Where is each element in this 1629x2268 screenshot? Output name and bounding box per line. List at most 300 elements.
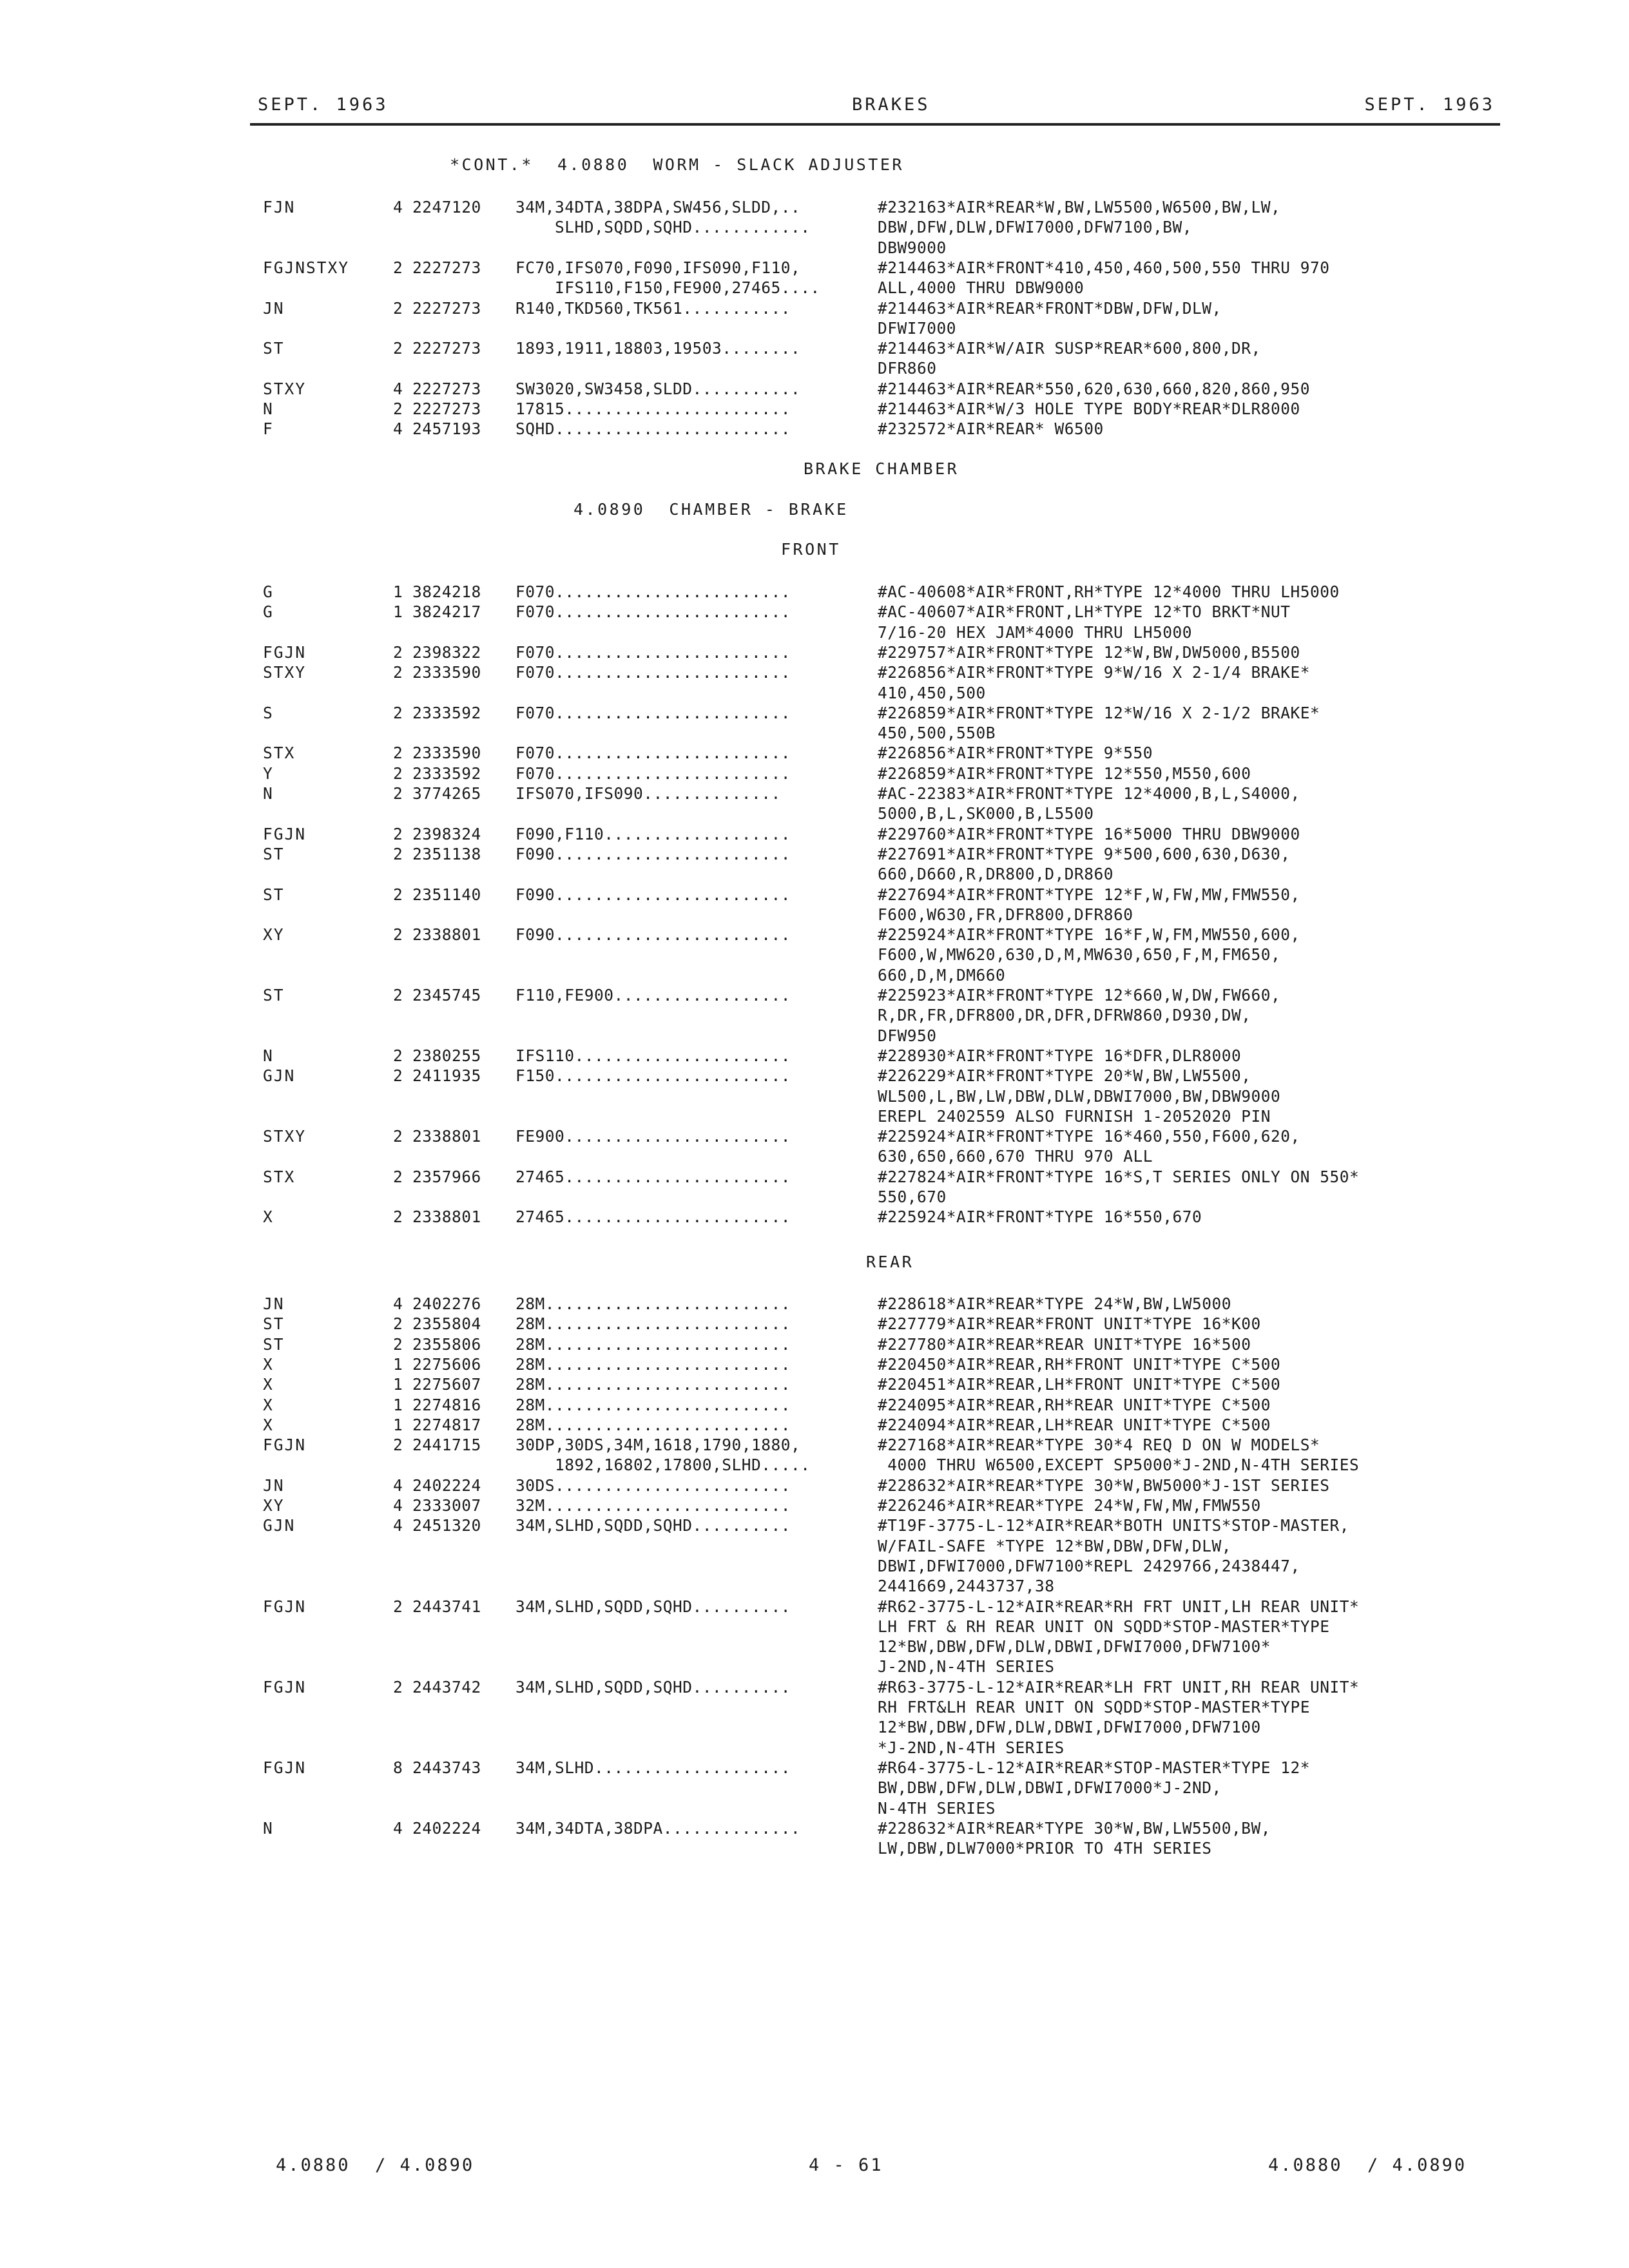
cell-model: 28M......................... <box>516 1334 791 1354</box>
cell-code: ST <box>263 844 285 863</box>
table-row-continuation <box>0 358 1629 378</box>
footer-page-number: 4 - 61 <box>809 2155 883 2175</box>
cell-desc: DBW,DFW,DLW,DFWI7000,DFW7100,BW, <box>878 218 1193 237</box>
cell-model: F150........................ <box>516 1066 791 1086</box>
cell-model: R140,TKD560,TK561........... <box>516 298 791 318</box>
table-row-continuation <box>0 1576 1629 1596</box>
cell-code: JN <box>263 1294 285 1313</box>
table-row-continuation <box>0 1657 1629 1677</box>
cell-code: FGJN <box>263 1436 307 1455</box>
cell-code: GJN <box>263 1516 296 1535</box>
cell-model: FC70,IFS070,F090,IFS090,F110, <box>516 258 801 277</box>
cell-qty: 2 <box>393 339 403 358</box>
cell-desc: 660,D,M,DM660 <box>878 965 1006 985</box>
cell-desc: #227168*AIR*REAR*TYPE 30*4 REQ D ON W MODELS* <box>878 1436 1320 1455</box>
table-row-continuation <box>0 217 1629 237</box>
cell-model: F070........................ <box>516 642 791 662</box>
cell-qty: 1 <box>393 582 403 601</box>
cell-code: N <box>263 784 274 803</box>
table-row <box>0 1046 1629 1066</box>
cell-part: 2398324 <box>412 824 481 843</box>
table-row-continuation <box>0 1086 1629 1106</box>
cell-qty: 2 <box>393 1046 403 1065</box>
cell-part: 2355806 <box>412 1334 481 1354</box>
cell-qty: 2 <box>393 844 403 863</box>
cell-qty: 2 <box>393 1334 403 1354</box>
cell-qty: 1 <box>393 602 403 622</box>
cell-desc: #220450*AIR*REAR,RH*FRONT UNIT*TYPE C*500 <box>878 1354 1281 1374</box>
header-date-right: SEPT. 1963 <box>1364 95 1495 115</box>
cell-desc: 630,650,660,670 THRU 970 ALL <box>878 1147 1153 1166</box>
cell-model: 32M......................... <box>516 1496 791 1515</box>
cell-desc: R,DR,FR,DFR800,DR,DFR,DFRW860,D930,DW, <box>878 1006 1251 1025</box>
table-row <box>0 338 1629 358</box>
cell-model: F070........................ <box>516 663 791 682</box>
cell-part: 2398322 <box>412 642 481 662</box>
cell-model: F110,FE900.................. <box>516 986 791 1004</box>
table-row-continuation <box>0 1146 1629 1166</box>
cell-code: FJN <box>263 198 296 216</box>
cell-qty: 2 <box>393 703 403 722</box>
cell-part: 2357966 <box>412 1167 481 1186</box>
table-row <box>0 844 1629 864</box>
cell-part: 2274816 <box>412 1395 481 1414</box>
table-row <box>0 1415 1629 1435</box>
footer-section-right: 4.0880 / 4.0890 <box>1268 2155 1467 2175</box>
table-row <box>0 1818 1629 1838</box>
cell-code: ST <box>263 1314 285 1334</box>
cell-code: STXY <box>263 1127 307 1146</box>
cell-desc: #228930*AIR*FRONT*TYPE 16*DFR,DLR8000 <box>878 1046 1242 1065</box>
table-row-continuation <box>0 1106 1629 1126</box>
chamber-section-title: 4.0890 CHAMBER - BRAKE <box>574 500 849 519</box>
cell-desc: 4000 THRU W6500,EXCEPT SP5000*J-2ND,N-4TH SERIES <box>878 1456 1360 1475</box>
cell-desc: BW,DBW,DFW,DLW,DBWI,DFWI7000*J-2ND, <box>878 1778 1222 1798</box>
table-row <box>0 379 1629 399</box>
table-row-continuation <box>0 1455 1629 1475</box>
cell-model: SQHD........................ <box>516 419 791 439</box>
cell-model: FE900....................... <box>516 1127 791 1146</box>
cell-qty: 2 <box>393 663 403 682</box>
cell-qty: 2 <box>393 885 403 904</box>
table-row-continuation <box>0 1838 1629 1858</box>
cell-desc: #227779*AIR*REAR*FRONT UNIT*TYPE 16*K00 <box>878 1314 1261 1334</box>
cell-code: STX <box>263 1167 296 1186</box>
cell-qty: 1 <box>393 1415 403 1434</box>
cell-desc: 5000,B,L,SK000,B,L5500 <box>878 804 1094 823</box>
cell-part: 2443741 <box>412 1597 481 1616</box>
brake-chamber-title: BRAKE CHAMBER <box>804 459 959 478</box>
table-row <box>0 1167 1629 1187</box>
cell-desc: N-4TH SERIES <box>878 1798 996 1818</box>
cell-part: 2402276 <box>412 1294 481 1313</box>
cell-qty: 2 <box>393 824 403 843</box>
cell-code: STX <box>263 744 296 763</box>
table-row-continuation <box>0 1005 1629 1025</box>
cell-desc: #AC-40608*AIR*FRONT,RH*TYPE 12*4000 THRU LH5000 <box>878 582 1340 601</box>
cell-desc: WL500,L,BW,LW,DBW,DLW,DBWI7000,BW,DBW9000 <box>878 1086 1281 1106</box>
cell-model: 1892,16802,17800,SLHD..... <box>516 1456 811 1475</box>
table-row-continuation <box>0 864 1629 884</box>
table-row <box>0 885 1629 905</box>
cell-desc: DFWI7000 <box>878 318 957 338</box>
table-row <box>0 1207 1629 1227</box>
table-row <box>0 1395 1629 1415</box>
cell-qty: 4 <box>393 1496 403 1515</box>
cell-model: 28M......................... <box>516 1354 791 1374</box>
cell-part: 2333592 <box>412 764 481 783</box>
table-row-continuation <box>0 1536 1629 1556</box>
table-row-continuation <box>0 1617 1629 1637</box>
cell-model: SW3020,SW3458,SLDD........... <box>516 379 801 398</box>
cell-desc: J-2ND,N-4TH SERIES <box>878 1657 1055 1677</box>
cell-desc: #214463*AIR*W/AIR SUSP*REAR*600,800,DR, <box>878 339 1261 358</box>
cell-part: 2333592 <box>412 703 481 722</box>
cell-desc: #R63-3775-L-12*AIR*REAR*LH FRT UNIT,RH REAR UNIT* <box>878 1677 1360 1696</box>
cell-code: JN <box>263 1475 285 1495</box>
cell-part: 2351138 <box>412 844 481 863</box>
cell-desc: #224094*AIR*REAR,LH*REAR UNIT*TYPE C*500 <box>878 1415 1271 1434</box>
cell-desc: 550,670 <box>878 1187 947 1206</box>
cell-part: 2275607 <box>412 1375 481 1394</box>
table-row <box>0 1495 1629 1515</box>
cell-qty: 2 <box>393 298 403 318</box>
cell-qty: 2 <box>393 1066 403 1086</box>
cell-model: F070........................ <box>516 703 791 722</box>
cell-code: X <box>263 1354 274 1374</box>
cell-model: F070........................ <box>516 744 791 763</box>
cell-code: F <box>263 419 274 439</box>
table-row <box>0 1515 1629 1535</box>
header-date-left: SEPT. 1963 <box>258 95 389 115</box>
cell-part: 2443742 <box>412 1677 481 1696</box>
table-row <box>0 783 1629 803</box>
table-row-continuation <box>0 1798 1629 1818</box>
cell-code: ST <box>263 885 285 904</box>
table-row <box>0 399 1629 419</box>
cell-qty: 2 <box>393 1207 403 1227</box>
cell-code: N <box>263 399 274 418</box>
cell-part: 2275606 <box>412 1354 481 1374</box>
table-row <box>0 1435 1629 1455</box>
cell-model: 27465....................... <box>516 1207 791 1227</box>
cell-desc: #227824*AIR*FRONT*TYPE 16*S,T SERIES ONLY ON 550* <box>878 1167 1360 1186</box>
cell-part: 2411935 <box>412 1066 481 1086</box>
cell-model: 30DP,30DS,34M,1618,1790,1880, <box>516 1436 801 1455</box>
cell-desc: #R64-3775-L-12*AIR*REAR*STOP-MASTER*TYPE 12* <box>878 1758 1311 1777</box>
cell-desc: #227694*AIR*FRONT*TYPE 12*F,W,FW,MW,FMW550, <box>878 885 1300 904</box>
table-row <box>0 925 1629 945</box>
table-row <box>0 764 1629 783</box>
cell-part: 2402224 <box>412 1475 481 1495</box>
cell-desc: LW,DBW,DLW7000*PRIOR TO 4TH SERIES <box>878 1839 1212 1858</box>
front-subsection-title: FRONT <box>781 540 841 559</box>
cell-code: N <box>263 1818 274 1838</box>
cell-code: Y <box>263 764 274 783</box>
cell-desc: DBWI,DFWI7000,DFW7100*REPL 2429766,2438447, <box>878 1556 1300 1575</box>
cell-part: 2441715 <box>412 1436 481 1455</box>
cell-desc: #214463*AIR*W/3 HOLE TYPE BODY*REAR*DLR8000 <box>878 399 1300 418</box>
cell-part: 2227273 <box>412 399 481 418</box>
cell-model: 30DS........................ <box>516 1475 791 1495</box>
cell-desc: #232163*AIR*REAR*W,BW,LW5500,W6500,BW,LW, <box>878 198 1281 216</box>
cell-desc: #R62-3775-L-12*AIR*REAR*RH FRT UNIT,LH REAR UNIT* <box>878 1597 1360 1616</box>
cell-qty: 4 <box>393 1475 403 1495</box>
cell-desc: #AC-22383*AIR*FRONT*TYPE 12*4000,B,L,S4000, <box>878 784 1300 803</box>
table-row <box>0 1126 1629 1146</box>
table-row-continuation <box>0 1778 1629 1798</box>
table-row <box>0 1314 1629 1334</box>
cell-part: 3824217 <box>412 602 481 622</box>
cell-qty: 1 <box>393 1354 403 1374</box>
cell-part: 2338801 <box>412 925 481 945</box>
table-row-continuation <box>0 1026 1629 1046</box>
cell-code: FGJN <box>263 642 307 662</box>
cell-desc: #214463*AIR*FRONT*410,450,460,500,550 THRU 970 <box>878 258 1330 277</box>
cell-desc: #224095*AIR*REAR,RH*REAR UNIT*TYPE C*500 <box>878 1395 1271 1414</box>
table-row-continuation <box>0 622 1629 642</box>
cell-desc: F600,W,MW620,630,D,M,MW630,650,F,M,FM650, <box>878 945 1281 965</box>
table-row-continuation <box>0 238 1629 258</box>
cell-qty: 8 <box>393 1758 403 1777</box>
cell-part: 2333007 <box>412 1496 481 1515</box>
table-row <box>0 743 1629 763</box>
cell-model: F090........................ <box>516 925 791 945</box>
cell-part: 2345745 <box>412 986 481 1004</box>
cell-qty: 2 <box>393 1127 403 1146</box>
rear-subsection-title: REAR <box>866 1253 914 1271</box>
table-row <box>0 985 1629 1005</box>
cell-qty: 4 <box>393 198 403 216</box>
cell-desc: #228632*AIR*REAR*TYPE 30*W,BW5000*J-1ST SERIES <box>878 1475 1330 1495</box>
table-row-continuation <box>0 965 1629 985</box>
cell-desc: #226856*AIR*FRONT*TYPE 9*W/16 X 2-1/4 BRAKE* <box>878 663 1311 682</box>
table-row-continuation <box>0 278 1629 298</box>
table-row <box>0 197 1629 217</box>
cell-part: 2333590 <box>412 744 481 763</box>
cell-model: 34M,34DTA,38DPA,SW456,SLDD,.. <box>516 198 801 216</box>
continuation-title: *CONT.* 4.0880 WORM - SLACK ADJUSTER <box>450 155 904 174</box>
cell-qty: 2 <box>393 1167 403 1186</box>
cell-part: 2443743 <box>412 1758 481 1777</box>
cell-qty: 2 <box>393 744 403 763</box>
cell-desc: RH FRT&LH REAR UNIT ON SQDD*STOP-MASTER*TYPE <box>878 1698 1311 1716</box>
cell-desc: #225924*AIR*FRONT*TYPE 16*F,W,FM,MW550,600, <box>878 925 1300 945</box>
cell-desc: 410,450,500 <box>878 683 986 702</box>
cell-code: FGJN <box>263 1758 307 1777</box>
cell-qty: 2 <box>393 764 403 783</box>
cell-part: 3774265 <box>412 784 481 803</box>
table-row-continuation <box>0 945 1629 965</box>
cell-model: F070........................ <box>516 602 791 622</box>
table-row-continuation <box>0 1556 1629 1576</box>
cell-code: GJN <box>263 1066 296 1086</box>
cell-desc: #232572*AIR*REAR* W6500 <box>878 419 1104 439</box>
cell-code: JN <box>263 298 285 318</box>
cell-desc: DBW9000 <box>878 238 947 257</box>
cell-desc: #226859*AIR*FRONT*TYPE 12*W/16 X 2-1/2 BRAKE* <box>878 703 1320 722</box>
cell-model: F090,F110................... <box>516 824 791 843</box>
cell-part: 2227273 <box>412 379 481 398</box>
cell-desc: #227691*AIR*FRONT*TYPE 9*500,600,630,D630, <box>878 844 1291 863</box>
cell-code: FGJN <box>263 1677 307 1696</box>
cell-desc: F600,W630,FR,DFR800,DFR860 <box>878 905 1133 924</box>
cell-desc: 7/16-20 HEX JAM*4000 THRU LH5000 <box>878 622 1193 642</box>
cell-desc: #226229*AIR*FRONT*TYPE 20*W,BW,LW5500, <box>878 1066 1251 1086</box>
table-row-continuation <box>0 1637 1629 1657</box>
cell-code: XY <box>263 1496 285 1515</box>
cell-code: FGJN <box>263 824 307 843</box>
footer-section-left: 4.0880 / 4.0890 <box>276 2155 475 2175</box>
table-row <box>0 298 1629 318</box>
cell-qty: 1 <box>393 1375 403 1394</box>
table-row <box>0 703 1629 723</box>
cell-desc: #229757*AIR*FRONT*TYPE 12*W,BW,DW5000,B5500 <box>878 642 1300 662</box>
cell-part: 2457193 <box>412 419 481 439</box>
cell-desc: #225924*AIR*FRONT*TYPE 16*460,550,F600,620, <box>878 1127 1300 1146</box>
cell-model: IFS070,IFS090.............. <box>516 784 781 803</box>
cell-desc: #225923*AIR*FRONT*TYPE 12*660,W,DW,FW660, <box>878 986 1281 1004</box>
cell-qty: 2 <box>393 642 403 662</box>
cell-code: N <box>263 1046 274 1065</box>
cell-desc: ALL,4000 THRU DBW9000 <box>878 278 1084 298</box>
cell-part: 2227273 <box>412 298 481 318</box>
cell-qty: 2 <box>393 258 403 277</box>
cell-code: STXY <box>263 663 307 682</box>
cell-desc: 660,D660,R,DR800,D,DR860 <box>878 865 1114 884</box>
cell-qty: 2 <box>393 1597 403 1616</box>
cell-model: SLHD,SQDD,SQHD............ <box>516 218 811 237</box>
cell-part: 2274817 <box>412 1415 481 1434</box>
cell-part: 2351140 <box>412 885 481 904</box>
table-row <box>0 1758 1629 1778</box>
table-row <box>0 1475 1629 1495</box>
cell-desc: W/FAIL-SAFE *TYPE 12*BW,DBW,DFW,DLW, <box>878 1536 1232 1555</box>
cell-part: 2333590 <box>412 663 481 682</box>
table-row <box>0 258 1629 278</box>
table-row <box>0 662 1629 682</box>
cell-model: 28M......................... <box>516 1415 791 1434</box>
table-row <box>0 419 1629 439</box>
cell-model: 28M......................... <box>516 1395 791 1414</box>
table-row <box>0 1677 1629 1697</box>
cell-model: 1893,1911,18803,19503........ <box>516 339 801 358</box>
cell-model: F070........................ <box>516 582 791 601</box>
cell-model: 17815....................... <box>516 399 791 418</box>
cell-code: X <box>263 1395 274 1414</box>
cell-desc: 450,500,550B <box>878 724 996 743</box>
table-row-continuation <box>0 905 1629 925</box>
table-row <box>0 1066 1629 1086</box>
cell-model: 34M,SLHD,SQDD,SQHD.......... <box>516 1597 791 1616</box>
table-row-continuation <box>0 1738 1629 1758</box>
table-row-continuation <box>0 683 1629 703</box>
cell-model: F090........................ <box>516 844 791 863</box>
cell-model: IFS110,F150,FE900,27465.... <box>516 278 820 298</box>
cell-desc: #228618*AIR*REAR*TYPE 24*W,BW,LW5000 <box>878 1294 1232 1313</box>
cell-qty: 2 <box>393 1436 403 1455</box>
cell-part: 2338801 <box>412 1127 481 1146</box>
cell-code: X <box>263 1415 274 1434</box>
cell-qty: 2 <box>393 1314 403 1334</box>
cell-code: ST <box>263 1334 285 1354</box>
cell-code: G <box>263 602 274 622</box>
table-row <box>0 1354 1629 1374</box>
cell-model: 34M,SLHD.................... <box>516 1758 791 1777</box>
header-section-title: BRAKES <box>852 95 930 115</box>
cell-desc: #225924*AIR*FRONT*TYPE 16*550,670 <box>878 1207 1202 1227</box>
cell-part: 2402224 <box>412 1818 481 1838</box>
table-row-continuation <box>0 723 1629 743</box>
table-row-continuation <box>0 1187 1629 1207</box>
cell-desc: #229760*AIR*FRONT*TYPE 16*5000 THRU DBW9000 <box>878 824 1300 843</box>
cell-code: STXY <box>263 379 307 398</box>
cell-desc: #226859*AIR*FRONT*TYPE 12*550,M550,600 <box>878 764 1251 783</box>
cell-desc: #228632*AIR*REAR*TYPE 30*W,BW,LW5500,BW, <box>878 1818 1271 1838</box>
cell-desc: 12*BW,DBW,DFW,DLW,DBWI,DFWI7000,DFW7100* <box>878 1637 1271 1657</box>
cell-desc: #220451*AIR*REAR,LH*FRONT UNIT*TYPE C*500 <box>878 1375 1281 1394</box>
cell-part: 2355804 <box>412 1314 481 1334</box>
cell-model: F090........................ <box>516 885 791 904</box>
cell-qty: 4 <box>393 379 403 398</box>
header-rule <box>250 123 1500 126</box>
cell-desc: #T19F-3775-L-12*AIR*REAR*BOTH UNITS*STOP-MASTER, <box>878 1516 1350 1535</box>
cell-model: 27465....................... <box>516 1167 791 1186</box>
cell-desc: #AC-40607*AIR*FRONT,LH*TYPE 12*TO BRKT*NUT <box>878 602 1291 622</box>
cell-code: XY <box>263 925 285 945</box>
cell-part: 3824218 <box>412 582 481 601</box>
table-row-continuation <box>0 1717 1629 1737</box>
cell-qty: 2 <box>393 784 403 803</box>
table-row-continuation <box>0 318 1629 338</box>
table-row <box>0 1374 1629 1394</box>
cell-desc: #214463*AIR*REAR*550,620,630,660,820,860,950 <box>878 379 1311 398</box>
cell-code: X <box>263 1207 274 1227</box>
cell-desc: DFW950 <box>878 1026 937 1045</box>
cell-code: G <box>263 582 274 601</box>
cell-desc: EREPL 2402559 ALSO FURNISH 1-2052020 PIN <box>878 1106 1271 1126</box>
cell-part: 2380255 <box>412 1046 481 1065</box>
cell-model: 28M......................... <box>516 1314 791 1334</box>
cell-desc: #226246*AIR*REAR*TYPE 24*W,FW,MW,FMW550 <box>878 1496 1261 1515</box>
cell-code: S <box>263 703 274 722</box>
cell-qty: 2 <box>393 925 403 945</box>
cell-desc: LH FRT & RH REAR UNIT ON SQDD*STOP-MASTER*TYPE <box>878 1617 1330 1636</box>
cell-qty: 4 <box>393 1294 403 1313</box>
cell-model: 34M,SLHD,SQDD,SQHD.......... <box>516 1516 791 1535</box>
cell-desc: #227780*AIR*REAR*REAR UNIT*TYPE 16*500 <box>878 1334 1251 1354</box>
cell-model: 28M......................... <box>516 1375 791 1394</box>
cell-desc: 2441669,2443737,38 <box>878 1577 1055 1596</box>
cell-code: FGJNSTXY <box>263 258 350 277</box>
table-row <box>0 642 1629 662</box>
table-row <box>0 1294 1629 1314</box>
cell-code: FGJN <box>263 1597 307 1616</box>
table-row <box>0 824 1629 844</box>
table-row-continuation <box>0 1697 1629 1717</box>
cell-desc: *J-2ND,N-4TH SERIES <box>878 1738 1065 1757</box>
cell-desc: DFR860 <box>878 359 937 378</box>
cell-code: X <box>263 1375 274 1394</box>
cell-desc: #214463*AIR*REAR*FRONT*DBW,DFW,DLW, <box>878 298 1222 318</box>
cell-qty: 2 <box>393 986 403 1004</box>
cell-model: 34M,SLHD,SQDD,SQHD.......... <box>516 1677 791 1696</box>
cell-qty: 4 <box>393 1516 403 1535</box>
cell-qty: 2 <box>393 399 403 418</box>
table-row <box>0 1334 1629 1354</box>
cell-model: F070........................ <box>516 764 791 783</box>
cell-part: 2451320 <box>412 1516 481 1535</box>
